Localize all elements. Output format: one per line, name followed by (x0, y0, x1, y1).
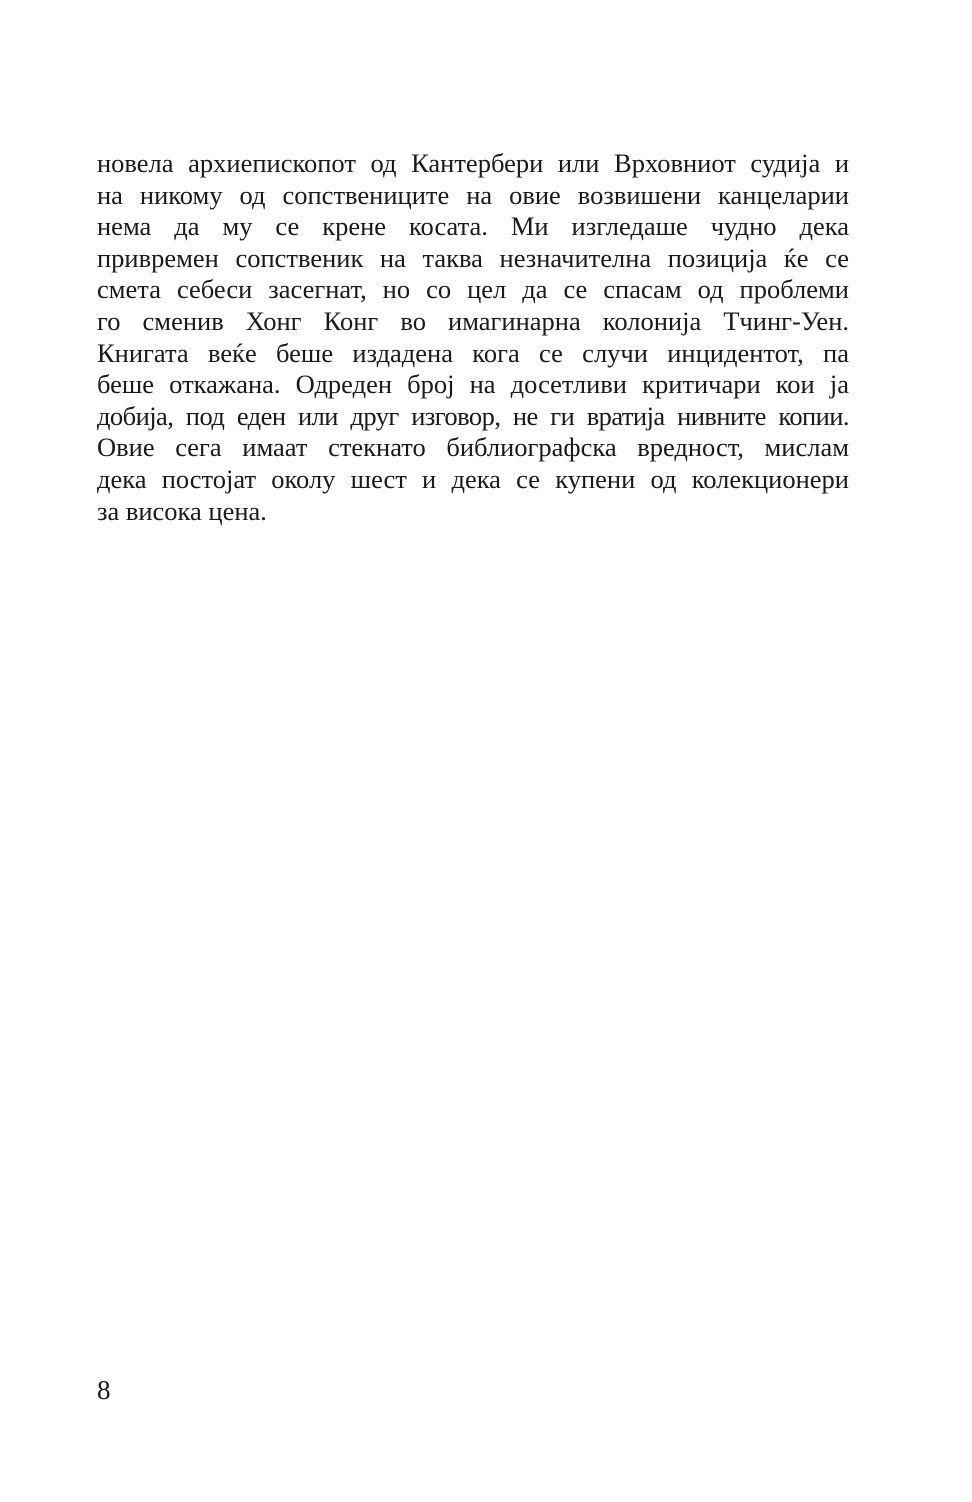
text-line: добија, под еден или друг изговор, не ги вратија нивните копии. (97, 400, 849, 431)
text-line: за висока цена. (97, 495, 267, 526)
text-line: смета себеси засегнат, но со цел да се спасам од проблеми (97, 274, 849, 305)
text-line: Овие сега имаат стекнато библиографска вредност, мислам (97, 432, 849, 463)
text-line: нема да му се крене косата. Ми изгледаше чудно дека (97, 211, 849, 242)
body-paragraph (97, 148, 849, 527)
text-line: привремен сопственик на таква незначителна позиција ќе се (97, 242, 849, 273)
text-line: на никому од сопствениците на овие возвишени канцеларии (97, 179, 849, 210)
text-line: Книгата веќе беше издадена кога се случи инцидентот, па (97, 337, 849, 368)
text-line: беше откажана. Одреден број на досетливи критичари кои ја (97, 369, 849, 400)
page-number: 8 (97, 1375, 111, 1405)
text-line: го сменив Хонг Конг во имагинарна колонија Тчинг-Уен. (97, 305, 849, 336)
text-line: новела архиепископот од Кантербери или Врховниот судија и (97, 148, 849, 178)
text-line: дека постојат околу шест и дека се купени од колекционери (97, 463, 849, 494)
